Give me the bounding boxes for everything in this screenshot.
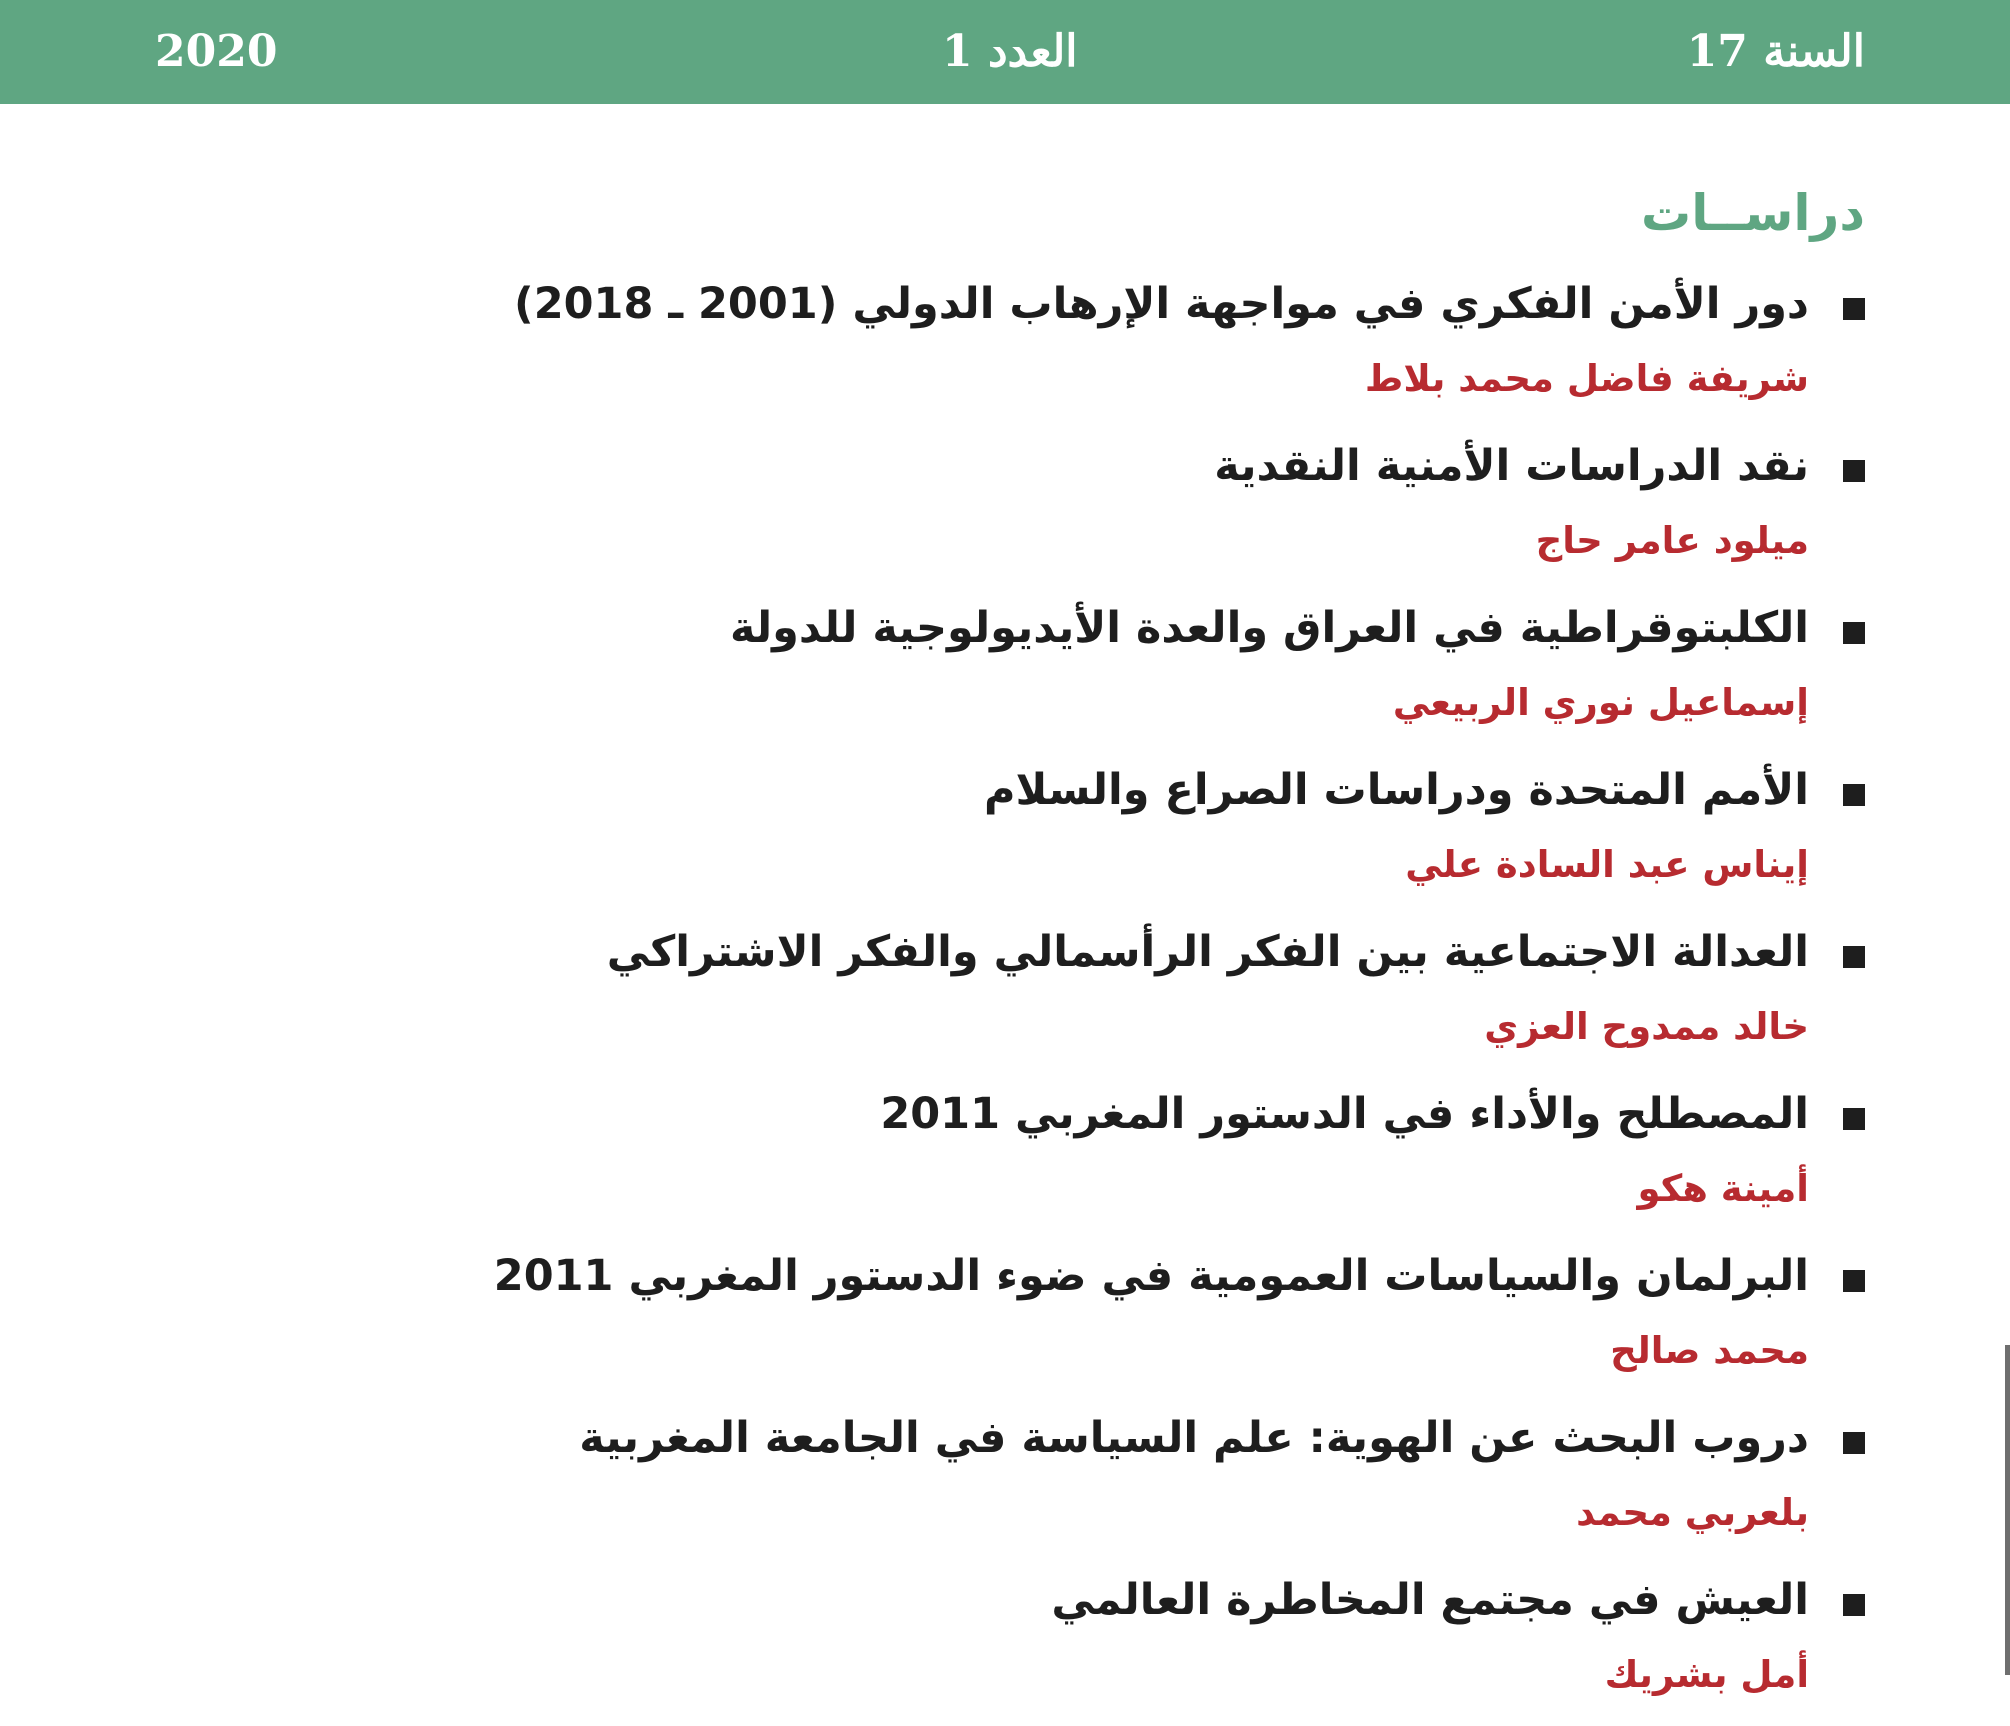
article-title: المصطلح والأداء في الدستور المغربي 2011	[880, 1089, 1809, 1139]
article-author: ميلود عامر حاج	[1535, 519, 1809, 562]
article-title: نقد الدراسات الأمنية النقدية	[1214, 441, 1809, 491]
article-author: إسماعيل نوري الربيعي	[1392, 681, 1809, 724]
article-author: بلعربي محمد	[1576, 1491, 1809, 1534]
article-author: شريفة فاضل محمد بلاط	[1364, 357, 1809, 400]
toc-entry	[225, 268, 1865, 430]
article-author: أمينة هكو	[1637, 1167, 1809, 1210]
square-bullet-icon	[1843, 946, 1865, 968]
toc-entry	[225, 592, 1865, 754]
toc-entry	[225, 916, 1865, 1078]
article-author: أمل بشريك	[1604, 1653, 1809, 1696]
article-author: إيناس عبد السادة علي	[1405, 843, 1809, 886]
header-volume: السنة 17	[1686, 26, 1865, 77]
article-title: دروب البحث عن الهوية: علم السياسة في الجامعة المغربية	[579, 1413, 1809, 1463]
header-bar	[0, 0, 2010, 104]
article-author: خالد ممدوح العزي	[1484, 1005, 1809, 1048]
header-year: 2020	[155, 26, 278, 77]
square-bullet-icon	[1843, 1270, 1865, 1292]
header-issue: العدد 1	[942, 26, 1078, 77]
toc-entry	[225, 754, 1865, 916]
article-title: الأمم المتحدة ودراسات الصراع والسلام	[983, 765, 1809, 815]
square-bullet-icon	[1843, 460, 1865, 482]
article-title: الكلبتوقراطية في العراق والعدة الأيديولوجية للدولة	[729, 603, 1809, 653]
article-author: محمد صالح	[1610, 1329, 1809, 1372]
article-title: البرلمان والسياسات العمومية في ضوء الدستور المغربي 2011	[493, 1251, 1809, 1301]
square-bullet-icon	[1843, 1594, 1865, 1616]
page-edge-line	[2005, 1345, 2010, 1675]
toc-entry	[225, 430, 1865, 592]
table-of-contents	[225, 268, 1865, 1726]
article-title: العيش في مجتمع المخاطرة العالمي	[1051, 1575, 1809, 1625]
square-bullet-icon	[1843, 622, 1865, 644]
toc-entry	[225, 1402, 1865, 1564]
toc-entry	[225, 1078, 1865, 1240]
square-bullet-icon	[1843, 784, 1865, 806]
square-bullet-icon	[1843, 1108, 1865, 1130]
article-title: العدالة الاجتماعية بين الفكر الرأسمالي والفكر الاشتراكي	[606, 927, 1809, 977]
article-title: دور الأمن الفكري في مواجهة الإرهاب الدولي (2001 ـ 2018)	[514, 279, 1809, 329]
square-bullet-icon	[1843, 1432, 1865, 1454]
square-bullet-icon	[1843, 298, 1865, 320]
toc-entry	[225, 1564, 1865, 1726]
section-title: دراســات	[1641, 184, 1865, 242]
toc-entry	[225, 1240, 1865, 1402]
